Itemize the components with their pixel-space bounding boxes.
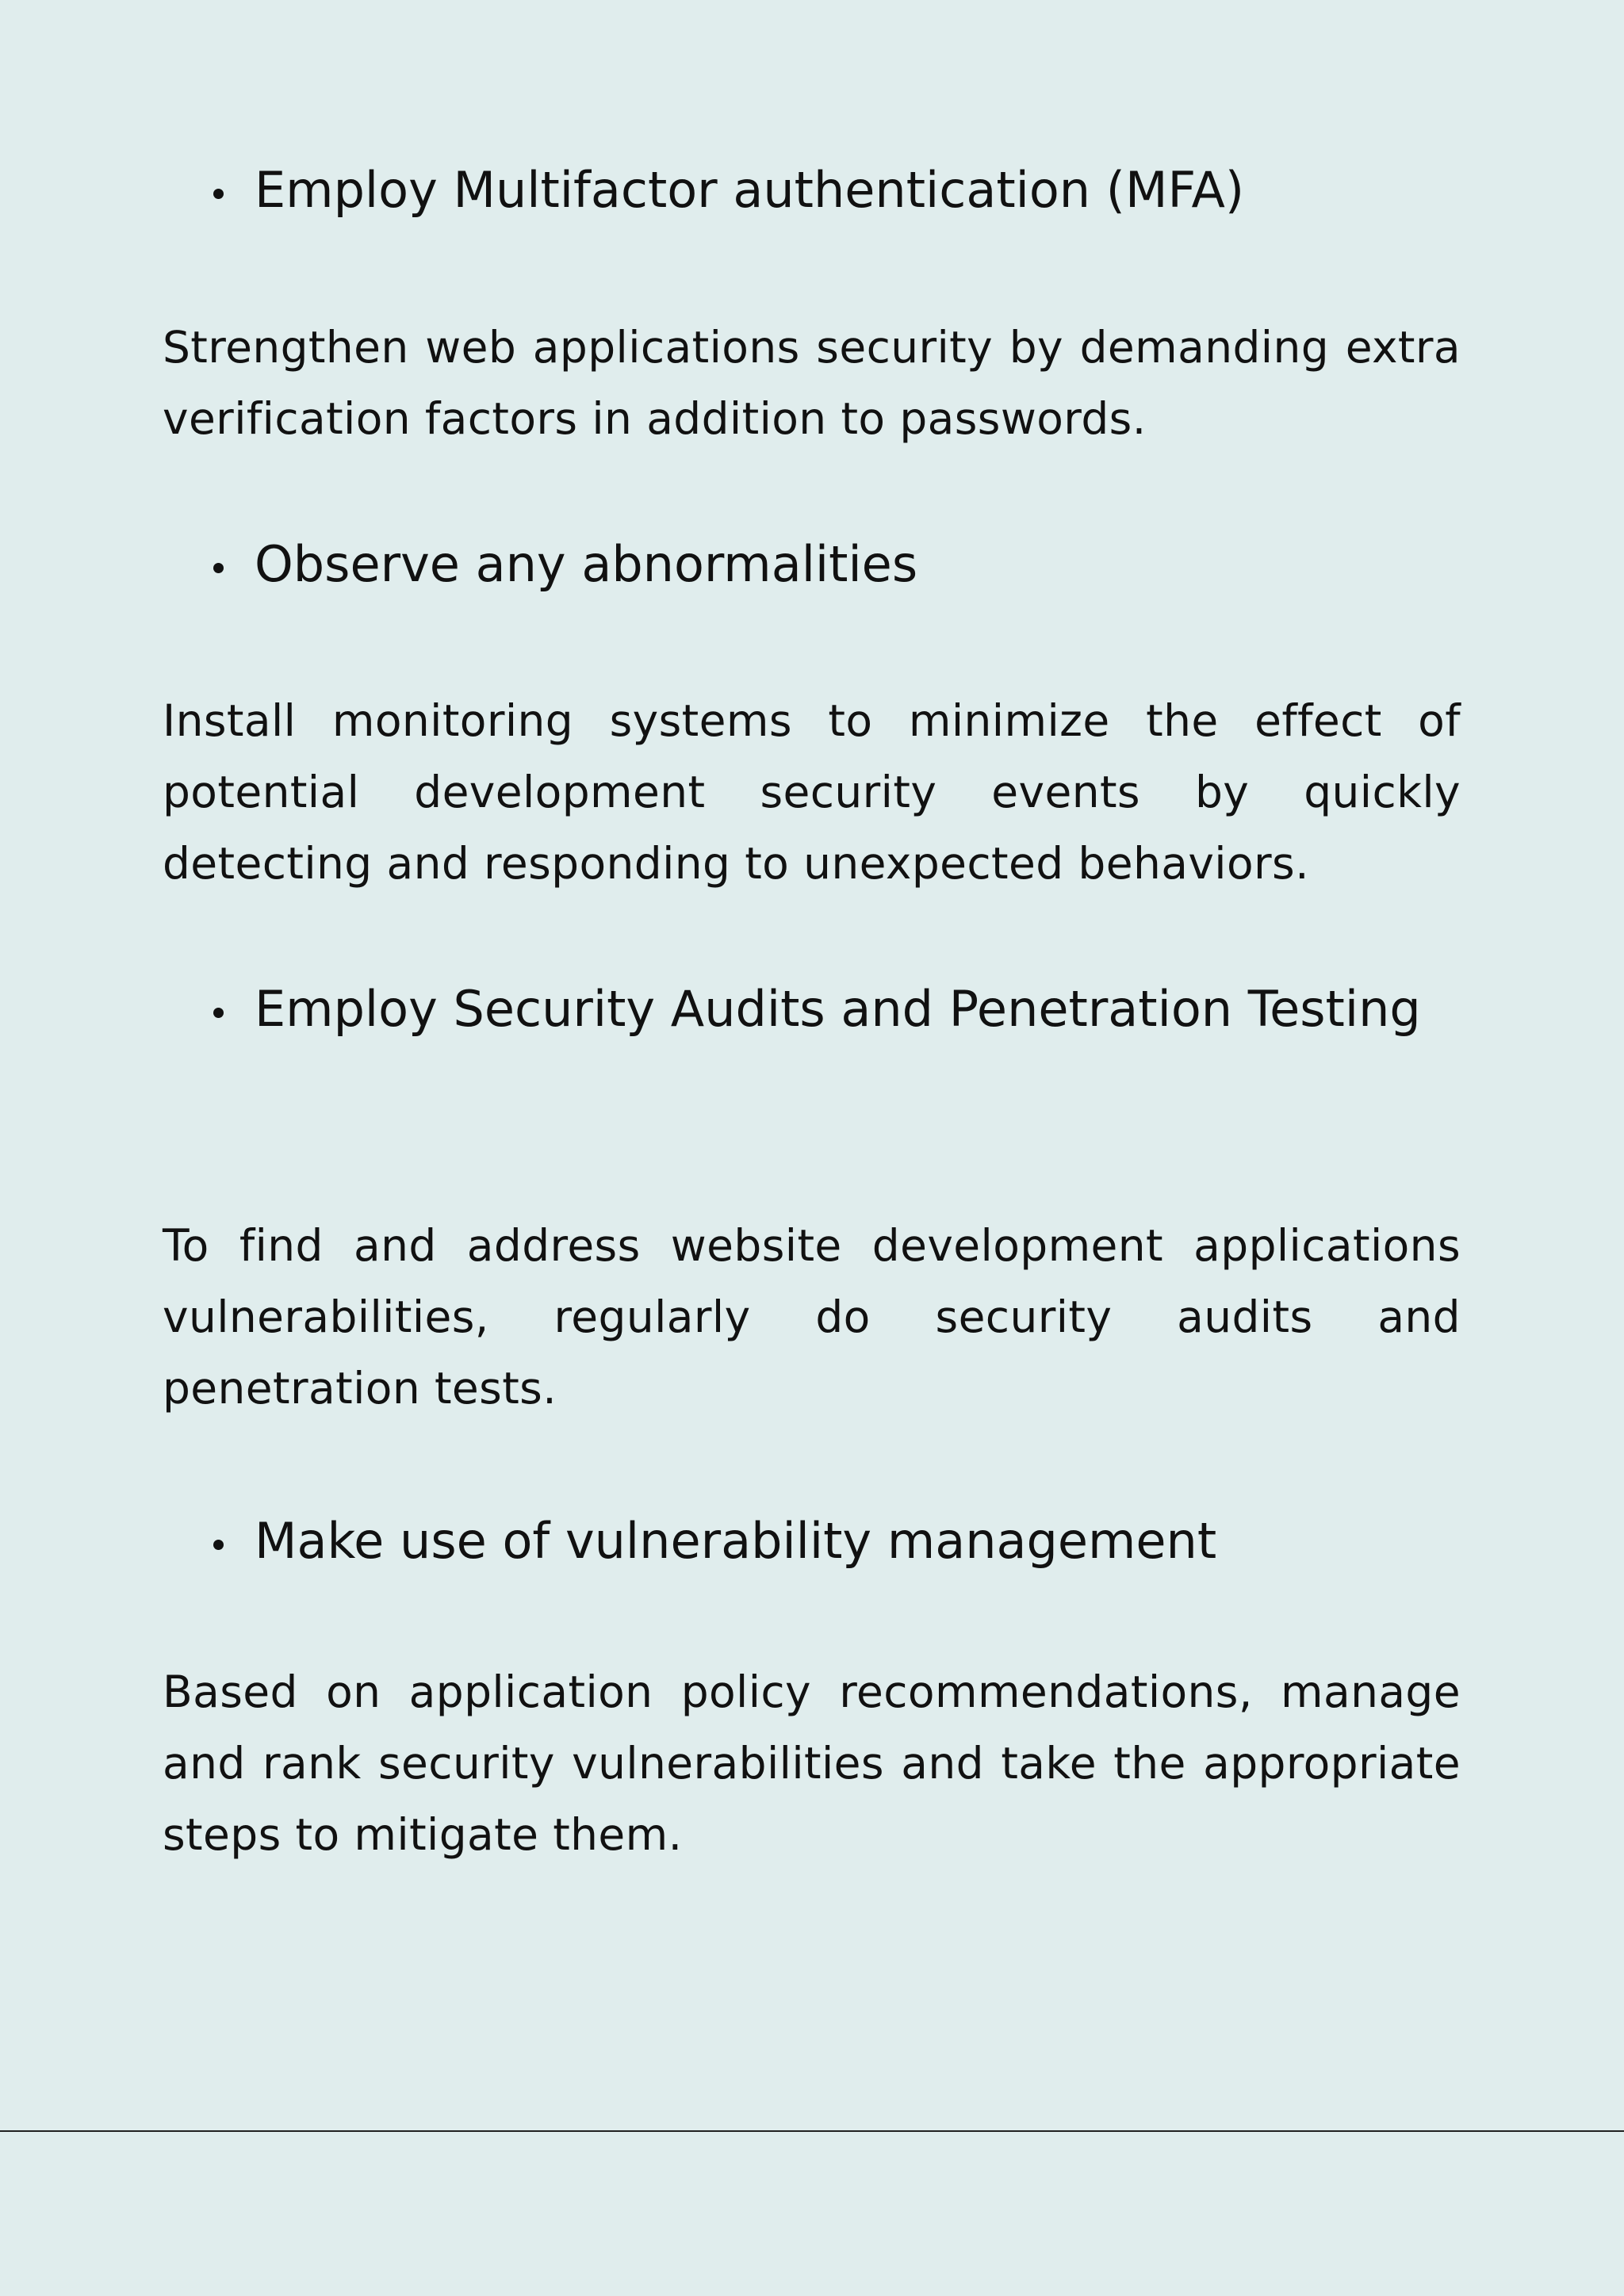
heading-text: Make use of vulnerability management [255, 1512, 1217, 1570]
bullet-icon [213, 563, 224, 573]
heading-text: Employ Multifactor authentication (MFA) [255, 161, 1245, 219]
bullet-heading [163, 1502, 1461, 1581]
paragraph-audits: To find and address website development applications vulnerabilities, regularly do security audits and penetration tests. [163, 1220, 1461, 1414]
bullet-icon [213, 189, 224, 199]
bullet-icon [213, 1540, 224, 1550]
footer-divider [0, 2130, 1624, 2132]
paragraph-mfa: Strengthen web applications security by demanding extra verification factors in addition to passwords. [163, 322, 1461, 444]
paragraph-abnormalities: Install monitoring systems to minimize the effect of potential development security events by quickly detecting and responding to unexpected behaviors. [163, 695, 1461, 889]
bullet-heading [163, 970, 1461, 1049]
section-mfa [163, 151, 1461, 230]
bullet-heading [163, 525, 1461, 604]
bullet-icon [213, 1008, 224, 1018]
heading-text: Observe any abnormalities [255, 535, 918, 593]
section-audits [163, 970, 1461, 1049]
paragraph-vulnerability-management: Based on application policy recommendations, manage and rank security vulnerabilities and take the appropriate steps to mitigate them. [163, 1667, 1461, 1860]
heading-text: Employ Security Audits and Penetration Testing [255, 980, 1421, 1038]
bullet-heading [163, 151, 1461, 230]
section-vulnerability-management [163, 1502, 1461, 1581]
section-abnormalities [163, 525, 1461, 604]
